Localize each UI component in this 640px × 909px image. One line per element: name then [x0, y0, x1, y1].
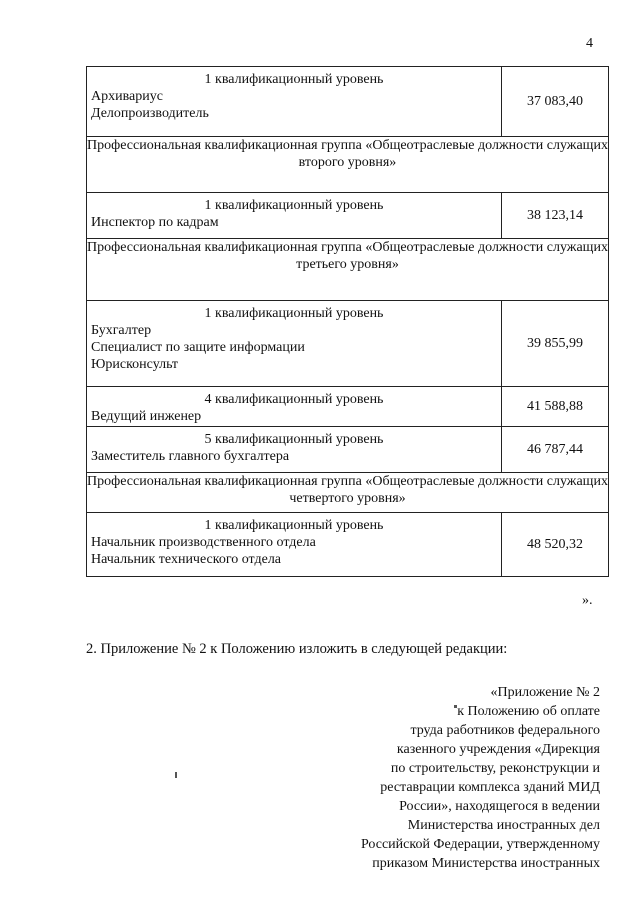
level-row	[87, 427, 609, 473]
appendix-line: приказом Министерства иностранных	[372, 856, 600, 871]
position-name: Бухгалтер	[91, 323, 152, 338]
appendix-line: России», находящегося в ведении	[399, 799, 600, 814]
position-name: Начальник технического отдела	[91, 552, 282, 567]
position-cell	[87, 513, 502, 577]
group-title: Профессиональная квалификационная группа «Общеотраслевые должности служащих третьего уровня»	[87, 239, 609, 301]
group-title: Профессиональная квалификационная группа «Общеотраслевые должности служащих второго уровня»	[87, 137, 609, 193]
level-row	[87, 67, 609, 137]
appendix-line: Российской Федерации, утвержденному	[360, 837, 600, 852]
qualification-level: 1 квалификационный уровень	[204, 198, 384, 213]
position-name: Начальник производственного отдела	[91, 535, 316, 550]
level-row	[87, 301, 609, 387]
group-row	[87, 473, 609, 513]
amendment-paragraph: 2. Приложение № 2 к Положению изложить в следующей редакции:	[86, 641, 508, 657]
position-name: Архивариус	[91, 89, 163, 104]
position-cell	[87, 427, 502, 473]
qualification-level: 1 квалификационный уровень	[204, 306, 384, 321]
salary-table	[86, 66, 609, 577]
position-name: Специалист по защите информации	[91, 340, 305, 355]
appendix-line: труда работников федерального	[410, 723, 600, 738]
qualification-level: 1 квалификационный уровень	[204, 518, 384, 533]
page-number: 4	[586, 36, 593, 51]
position-cell	[87, 301, 502, 387]
position-name: Ведущий инженер	[91, 409, 202, 424]
qualification-level: 5 квалификационный уровень	[204, 432, 384, 447]
scan-speck	[454, 705, 457, 708]
salary-amount: 39 855,99	[502, 301, 609, 387]
group-row	[87, 137, 609, 193]
level-row	[87, 193, 609, 239]
salary-amount: 48 520,32	[502, 513, 609, 577]
position-cell	[87, 193, 502, 239]
qualification-level: 4 квалификационный уровень	[204, 392, 384, 407]
appendix-line: казенного учреждения «Дирекция	[396, 742, 600, 757]
position-cell	[87, 387, 502, 427]
level-row	[87, 387, 609, 427]
salary-amount: 38 123,14	[502, 193, 609, 239]
position-name: Инспектор по кадрам	[91, 215, 219, 230]
appendix-line: «Приложение № 2	[490, 685, 600, 700]
scan-speck	[175, 772, 177, 778]
group-title: Профессиональная квалификационная группа «Общеотраслевые должности служащих четвертого уровня»	[87, 473, 609, 513]
salary-amount: 37 083,40	[502, 67, 609, 137]
position-cell	[87, 67, 502, 137]
appendix-line: по строительству, реконструкции и	[390, 761, 600, 776]
qualification-level: 1 квалификационный уровень	[204, 72, 384, 87]
position-name: Заместитель главного бухгалтера	[91, 449, 290, 464]
appendix-heading	[320, 683, 600, 873]
level-row	[87, 513, 609, 577]
appendix-line: к Положению об оплате	[457, 704, 600, 719]
salary-amount: 41 588,88	[502, 387, 609, 427]
salary-amount: 46 787,44	[502, 427, 609, 473]
group-row	[87, 239, 609, 301]
appendix-line: реставрации комплекса зданий МИД	[380, 780, 600, 795]
position-name: Делопроизводитель	[91, 106, 209, 121]
position-name: Юрисконсульт	[91, 357, 179, 372]
quote-close: ».	[582, 593, 593, 608]
appendix-line: Министерства иностранных дел	[407, 818, 600, 833]
